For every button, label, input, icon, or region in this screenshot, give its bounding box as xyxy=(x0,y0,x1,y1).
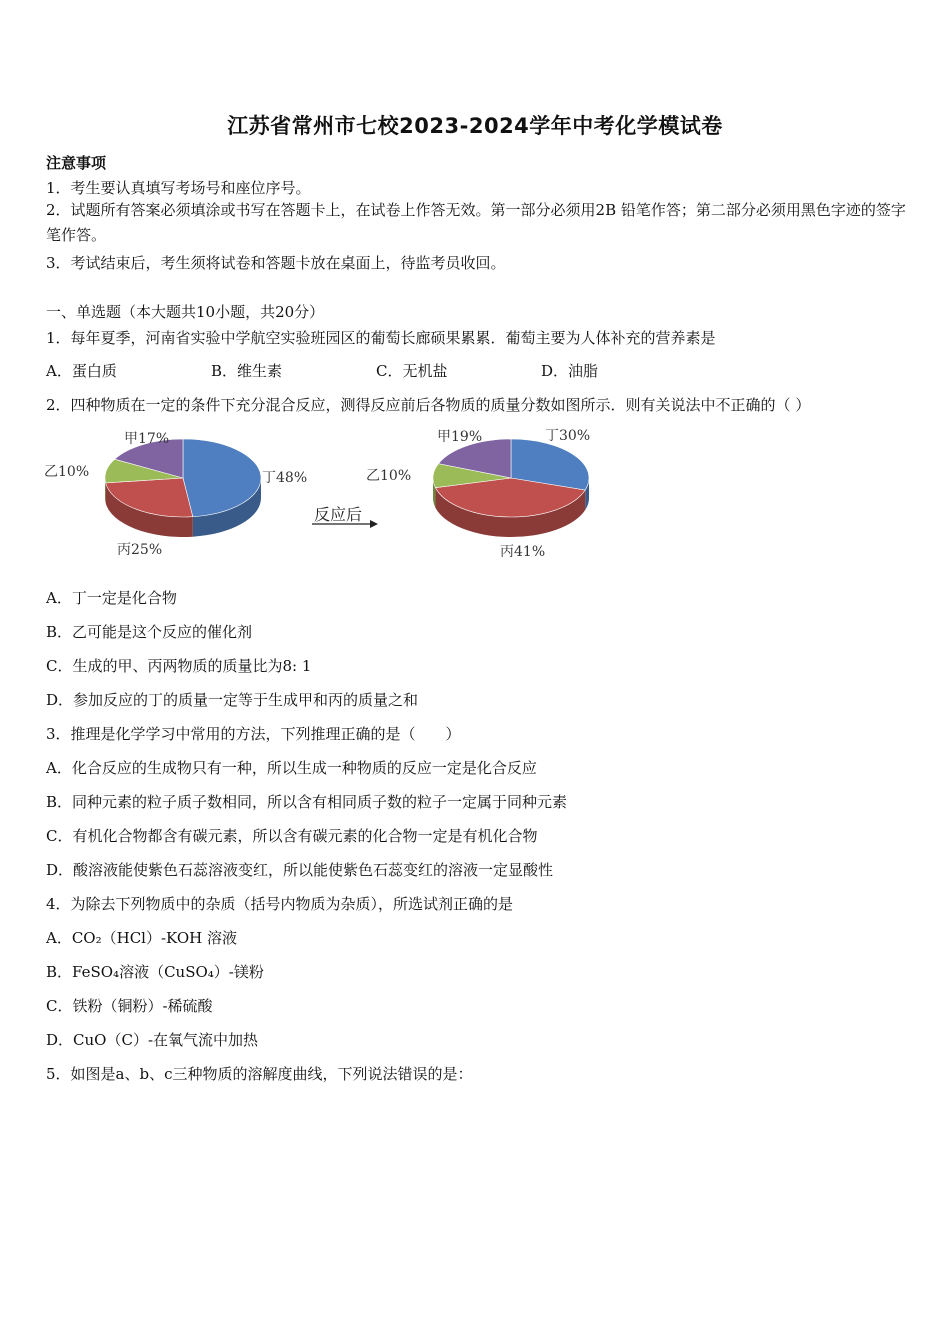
q4-option-b: B．FeSO₄溶液（CuSO₄）-镁粉 xyxy=(46,963,264,981)
page-title: 江苏省常州市七校2023-2024学年中考化学模试卷 xyxy=(227,114,723,138)
q2-stem: 2．四种物质在一定的条件下充分混合反应，测得反应前后各物质的质量分数如图所示．则有关说法中不正确的（ ） xyxy=(46,396,811,414)
q3-option-b: B．同种元素的粒子质子数相同，所以含有相同质子数的粒子一定属于同种元素 xyxy=(46,793,568,811)
q1-option-b: B．维生素 xyxy=(211,362,283,380)
pie-label-丁: 丁30% xyxy=(545,428,591,444)
q3-option-a: A．化合反应的生成物只有一种，所以生成一种物质的反应一定是化合反应 xyxy=(46,759,537,777)
pie-chart-before xyxy=(44,431,307,558)
pie-label-乙: 乙10% xyxy=(366,468,412,484)
pie-label-甲: 甲19% xyxy=(437,429,483,445)
reaction-arrow-label: 反应后 xyxy=(314,505,363,524)
notice-item-2: 2．试题所有答案必须填涂或书写在答题卡上，在试卷上作答无效。第一部分必须用2B 铅笔作答；第二部分必须用黑色字迹的签字笔作答。 xyxy=(46,201,906,244)
reaction-arrow-head xyxy=(370,520,378,528)
q3-stem: 3．推理是化学学习中常用的方法，下列推理正确的是（ ） xyxy=(46,725,461,743)
q2-option-c: C．生成的甲、丙两物质的质量比为8: 1 xyxy=(46,657,312,675)
q2-option-a: A．丁一定是化合物 xyxy=(46,589,177,607)
notice-item-3: 3．考试结束后，考生须将试卷和答题卡放在桌面上，待监考员收回。 xyxy=(46,254,506,272)
q4-stem: 4．为除去下列物质中的杂质（括号内物质为杂质），所选试剂正确的是 xyxy=(46,895,514,913)
pie-label-丁: 丁48% xyxy=(262,470,308,486)
pie-chart-after xyxy=(366,428,590,560)
pie-label-丙: 丙41% xyxy=(500,544,546,560)
pie-chart-figure xyxy=(0,420,950,570)
q1-option-a: A．蛋白质 xyxy=(46,362,117,380)
q1-options xyxy=(46,360,706,381)
q3-option-c: C．有机化合物都含有碳元素，所以含有碳元素的化合物一定是有机化合物 xyxy=(46,827,538,845)
q2-option-b: B．乙可能是这个反应的催化剂 xyxy=(46,623,253,641)
notice-heading: 注意事项 xyxy=(46,154,107,172)
q1-option-d: D．油脂 xyxy=(541,362,599,380)
pie-label-乙: 乙10% xyxy=(44,464,90,480)
q4-option-a: A．CO₂（HCl）-KOH 溶液 xyxy=(46,929,237,947)
section-heading: 一、单选题（本大题共10小题，共20分） xyxy=(46,303,325,321)
q3-option-d: D．酸溶液能使紫色石蕊溶液变红，所以能使紫色石蕊变红的溶液一定显酸性 xyxy=(46,861,554,879)
q2-option-d: D．参加反应的丁的质量一定等于生成甲和丙的质量之和 xyxy=(46,691,419,709)
q4-option-c: C．铁粉（铜粉）-稀硫酸 xyxy=(46,997,213,1015)
pie-label-甲: 甲17% xyxy=(124,431,170,447)
q4-option-d: D．CuO（C）-在氧气流中加热 xyxy=(46,1031,259,1049)
q5-stem: 5．如图是a、b、c三种物质的溶解度曲线，下列说法错误的是： xyxy=(46,1065,473,1083)
notice-item-1: 1．考生要认真填写考场号和座位序号。 xyxy=(46,179,311,197)
pie-label-丙: 丙25% xyxy=(117,542,163,558)
q1-option-c: C．无机盐 xyxy=(376,362,448,380)
q1-stem: 1．每年夏季，河南省实验中学航空实验班园区的葡萄长廊硕果累累．葡萄主要为人体补充的营养素是 xyxy=(46,329,716,347)
